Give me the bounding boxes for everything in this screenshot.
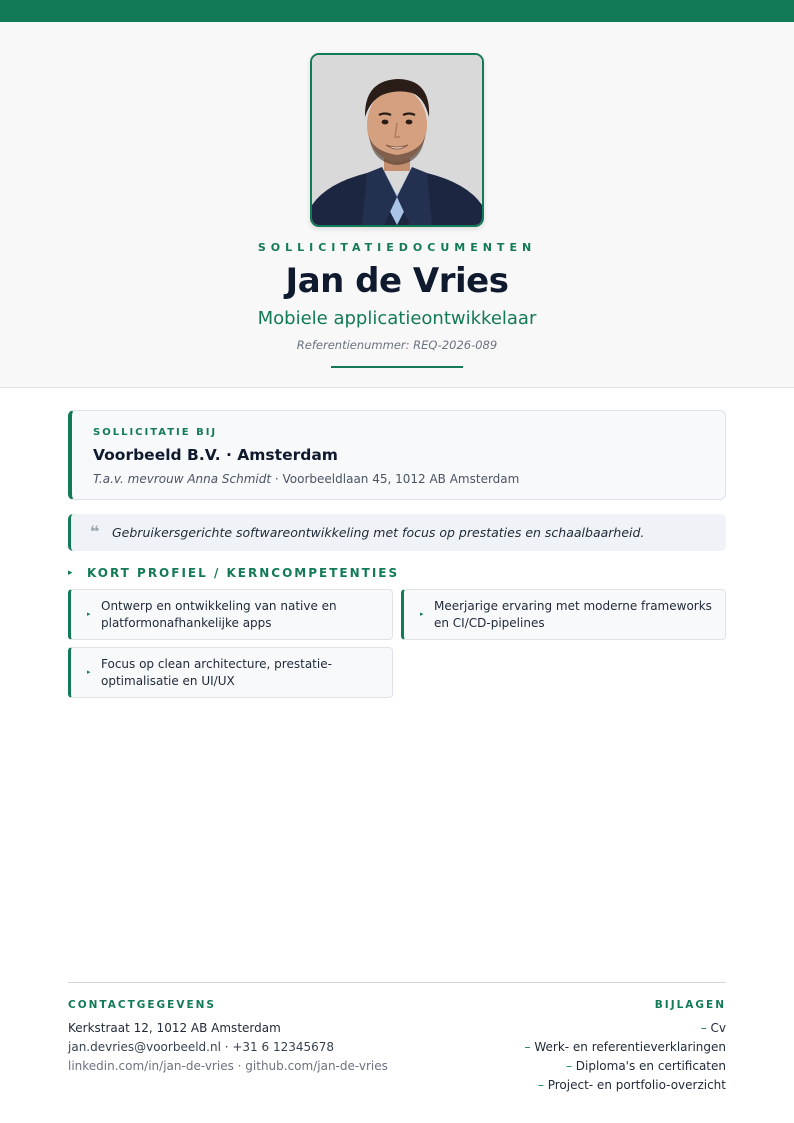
bullet-icon: ▸ bbox=[87, 610, 91, 618]
contact-email-phone[interactable]: jan.devries@voorbeeld.nl · +31 6 12345678 bbox=[68, 1040, 335, 1054]
document-type-label: SOLLICITATIEDOCUMENTEN bbox=[257, 241, 537, 254]
attachments-heading: BIJLAGEN bbox=[654, 999, 726, 1011]
competency-text: Meerjarige ervaring met moderne frameworks en CI/CD-pipelines bbox=[434, 599, 712, 630]
attachment-label: Project- en portfolio-overzicht bbox=[547, 1078, 726, 1092]
candidate-name: Jan de Vries bbox=[285, 261, 509, 301]
attachment-item: – Werk- en referentieverklaringen bbox=[524, 1040, 726, 1054]
competency-text: Ontwerp en ontwikkeling van native en platformonafhankelijke apps bbox=[101, 599, 337, 630]
attachment-label: Diploma's en certificaten bbox=[575, 1059, 726, 1073]
quote-icon: ❝ bbox=[90, 522, 100, 541]
competency-item bbox=[401, 589, 726, 640]
attachment-item: – Project- en portfolio-overzicht bbox=[537, 1078, 726, 1092]
bullet-icon: ▸ bbox=[87, 668, 91, 676]
recipient-company: Voorbeeld B.V. · Amsterdam bbox=[93, 446, 338, 464]
header-divider bbox=[331, 366, 463, 368]
recipient-label: SOLLICITATIE BIJ bbox=[93, 427, 218, 438]
attachment-item: – Cv bbox=[700, 1021, 726, 1035]
competency-text: Focus op clean architecture, prestatie-optimalisatie en UI/UX bbox=[101, 657, 332, 688]
competency-item bbox=[68, 589, 393, 640]
recipient-card bbox=[68, 410, 726, 500]
bullet-icon: ▸ bbox=[420, 610, 424, 618]
reference-number: Referentienummer: REQ-2026-089 bbox=[296, 338, 498, 352]
tagline-text: Gebruikersgerichte softwareontwikkeling met focus op prestaties en schaalbaarheid. bbox=[112, 525, 645, 540]
contact-heading: CONTACTGEGEVENS bbox=[68, 999, 216, 1011]
header-section bbox=[0, 22, 794, 388]
recipient-attention: T.a.v. mevrouw Anna Schmidt bbox=[93, 472, 272, 486]
tagline-quote bbox=[68, 514, 726, 551]
profile-photo bbox=[310, 53, 484, 227]
footer-divider bbox=[68, 982, 726, 983]
triangle-right-icon: ▸ bbox=[68, 568, 73, 578]
attachment-label: Werk- en referentieverklaringen bbox=[534, 1040, 726, 1054]
attachment-label: Cv bbox=[710, 1021, 726, 1035]
top-accent-bar bbox=[0, 0, 794, 22]
profile-section-title: KORT PROFIEL / KERNCOMPETENTIES bbox=[87, 566, 400, 580]
recipient-street: · Voorbeeldlaan 45, 1012 AB Amsterdam bbox=[271, 472, 520, 486]
job-title: Mobiele applicatieontwikkelaar bbox=[257, 308, 537, 329]
competency-item bbox=[68, 647, 393, 698]
recipient-address bbox=[93, 472, 519, 486]
attachment-item: – Diploma's en certificaten bbox=[565, 1059, 726, 1073]
contact-links[interactable]: linkedin.com/in/jan-de-vries · github.com/jan-de-vries bbox=[68, 1059, 388, 1073]
contact-address: Kerkstraat 12, 1012 AB Amsterdam bbox=[68, 1021, 281, 1035]
